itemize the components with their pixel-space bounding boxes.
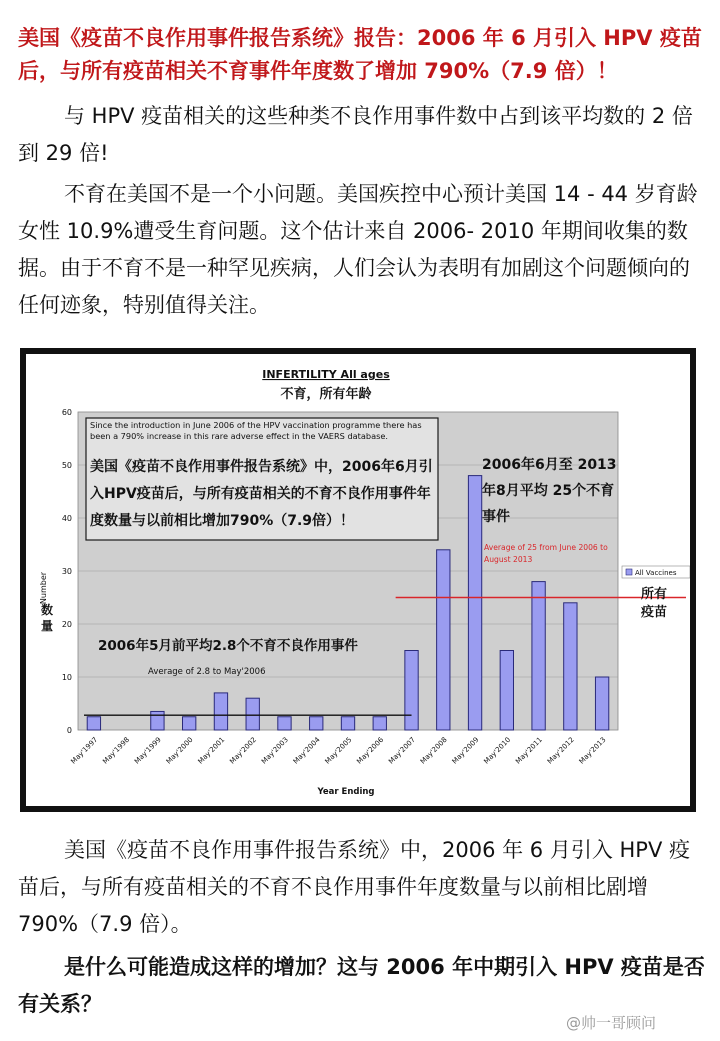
y-tick-label: 20 xyxy=(61,620,72,629)
y-tick-label: 50 xyxy=(61,461,72,470)
bar xyxy=(246,698,259,730)
x-tick-label: May'2002 xyxy=(228,735,259,766)
x-tick-label: May'1998 xyxy=(101,735,132,766)
headline: 美国《疫苗不良作用事件报告系统》报告：2006 年 6 月引入 HPV 疫苗后，与所有疫苗相关不育事件年度数了增加 790%（7.9 倍）！ xyxy=(18,26,702,83)
x-tick-label: May'2000 xyxy=(164,735,195,766)
bar xyxy=(564,603,577,730)
legend-label-cn-1: 所有 xyxy=(640,587,668,602)
x-tick-label: May'2004 xyxy=(291,735,322,766)
watermark: @帅一哥顾问 xyxy=(566,1014,657,1032)
pre-average-label: 2006年5月前平均2.8个不育不良作用事件 xyxy=(98,638,358,654)
y-axis-label-cn-2: 量 xyxy=(40,619,54,633)
x-tick-label: May'2003 xyxy=(260,735,290,766)
bar xyxy=(310,717,323,730)
bar xyxy=(373,717,386,730)
bar xyxy=(341,717,354,730)
y-tick-label: 0 xyxy=(66,726,72,735)
y-tick-label: 40 xyxy=(61,514,72,523)
x-tick-label: May'2005 xyxy=(323,735,354,766)
bar xyxy=(278,717,291,730)
x-tick-label: May'2006 xyxy=(355,735,386,766)
x-axis-label: Year Ending xyxy=(317,787,375,797)
y-tick-label: 30 xyxy=(61,567,72,576)
bar xyxy=(595,677,608,730)
bar xyxy=(405,651,418,731)
chart-frame xyxy=(20,348,696,812)
x-tick-label: May'2010 xyxy=(482,735,513,766)
y-tick-label: 10 xyxy=(61,673,72,682)
x-tick-label: May'1997 xyxy=(69,735,100,766)
x-tick-label: May'2001 xyxy=(196,735,227,766)
pre-average-en-label: Average of 2.8 to May'2006 xyxy=(148,667,266,677)
infertility-chart xyxy=(26,354,690,806)
x-tick-label: May'2011 xyxy=(514,735,545,766)
bar xyxy=(214,693,227,730)
paragraph-infertility: 不育在美国不是一个小问题。美国疾控中心预计美国 14 - 44 岁育龄女性 10.9%遭受生育问题。这个估计来自 2006- 2010 年期间收集的数据。由于不育不是一种罕见疾病，人们会认为表明有加剧这个问题倾向的任何迹象，特别值得关注。 xyxy=(18,182,698,317)
x-tick-label: May'2009 xyxy=(450,735,481,766)
y-axis-label: Number xyxy=(39,571,48,605)
closing-question: 是什么可能造成这样的增加？这与 2006 年中期引入 HPV 疫苗是否有关系？ xyxy=(18,955,705,1016)
bar xyxy=(532,582,545,730)
chart-subtitle: 不育，所有年龄 xyxy=(280,387,372,402)
bar xyxy=(151,711,164,730)
x-tick-label: May'2012 xyxy=(545,735,576,766)
legend-label: All Vaccines xyxy=(635,569,677,577)
post-average-label: 2006年6月至 2013年8月平均 25个不育事件 xyxy=(482,457,617,525)
x-tick-label: May'1999 xyxy=(132,735,163,766)
bar xyxy=(437,550,450,730)
bar xyxy=(87,717,100,730)
chart-caption: 美国《疫苗不良作用事件报告系统》中，2006 年 6 月引入 HPV 疫苗后，与所有疫苗相关的不育不良作用事件年度数量与以前相比剧增 790%（7.9 倍）。 xyxy=(18,838,690,936)
legend-swatch xyxy=(626,569,632,575)
x-tick-label: May'2008 xyxy=(418,735,449,766)
paragraph-hpv-ratio: 与 HPV 疫苗相关的这些种类不良作用事件数中占到该平均数的 2 倍到 29 倍! xyxy=(18,104,693,165)
bar xyxy=(183,717,196,730)
x-tick-label: May'2007 xyxy=(387,735,417,766)
annotation-cn: 美国《疫苗不良作用事件报告系统》中，2006年6月引入HPV疫苗后，与所有疫苗相关的不育不良作用事件年度数量与以前相比增加790%（7.9倍）！ xyxy=(90,459,433,529)
x-tick-label: May'2013 xyxy=(577,735,608,766)
chart-title: INFERTILITY All ages xyxy=(262,368,390,381)
y-axis-label-cn-1: 数 xyxy=(40,603,54,617)
legend-label-cn-2: 疫苗 xyxy=(640,605,668,620)
annotation-en: Since the introduction in June 2006 of the HPV vaccination programme there has been a 790% increase in this rare adverse effect in the VAERS database. xyxy=(90,420,422,441)
bar xyxy=(500,651,513,731)
y-tick-label: 60 xyxy=(61,408,72,417)
bar xyxy=(468,476,481,730)
post-average-en-label: Average of 25 from June 2006 to August 2013 xyxy=(484,543,608,564)
